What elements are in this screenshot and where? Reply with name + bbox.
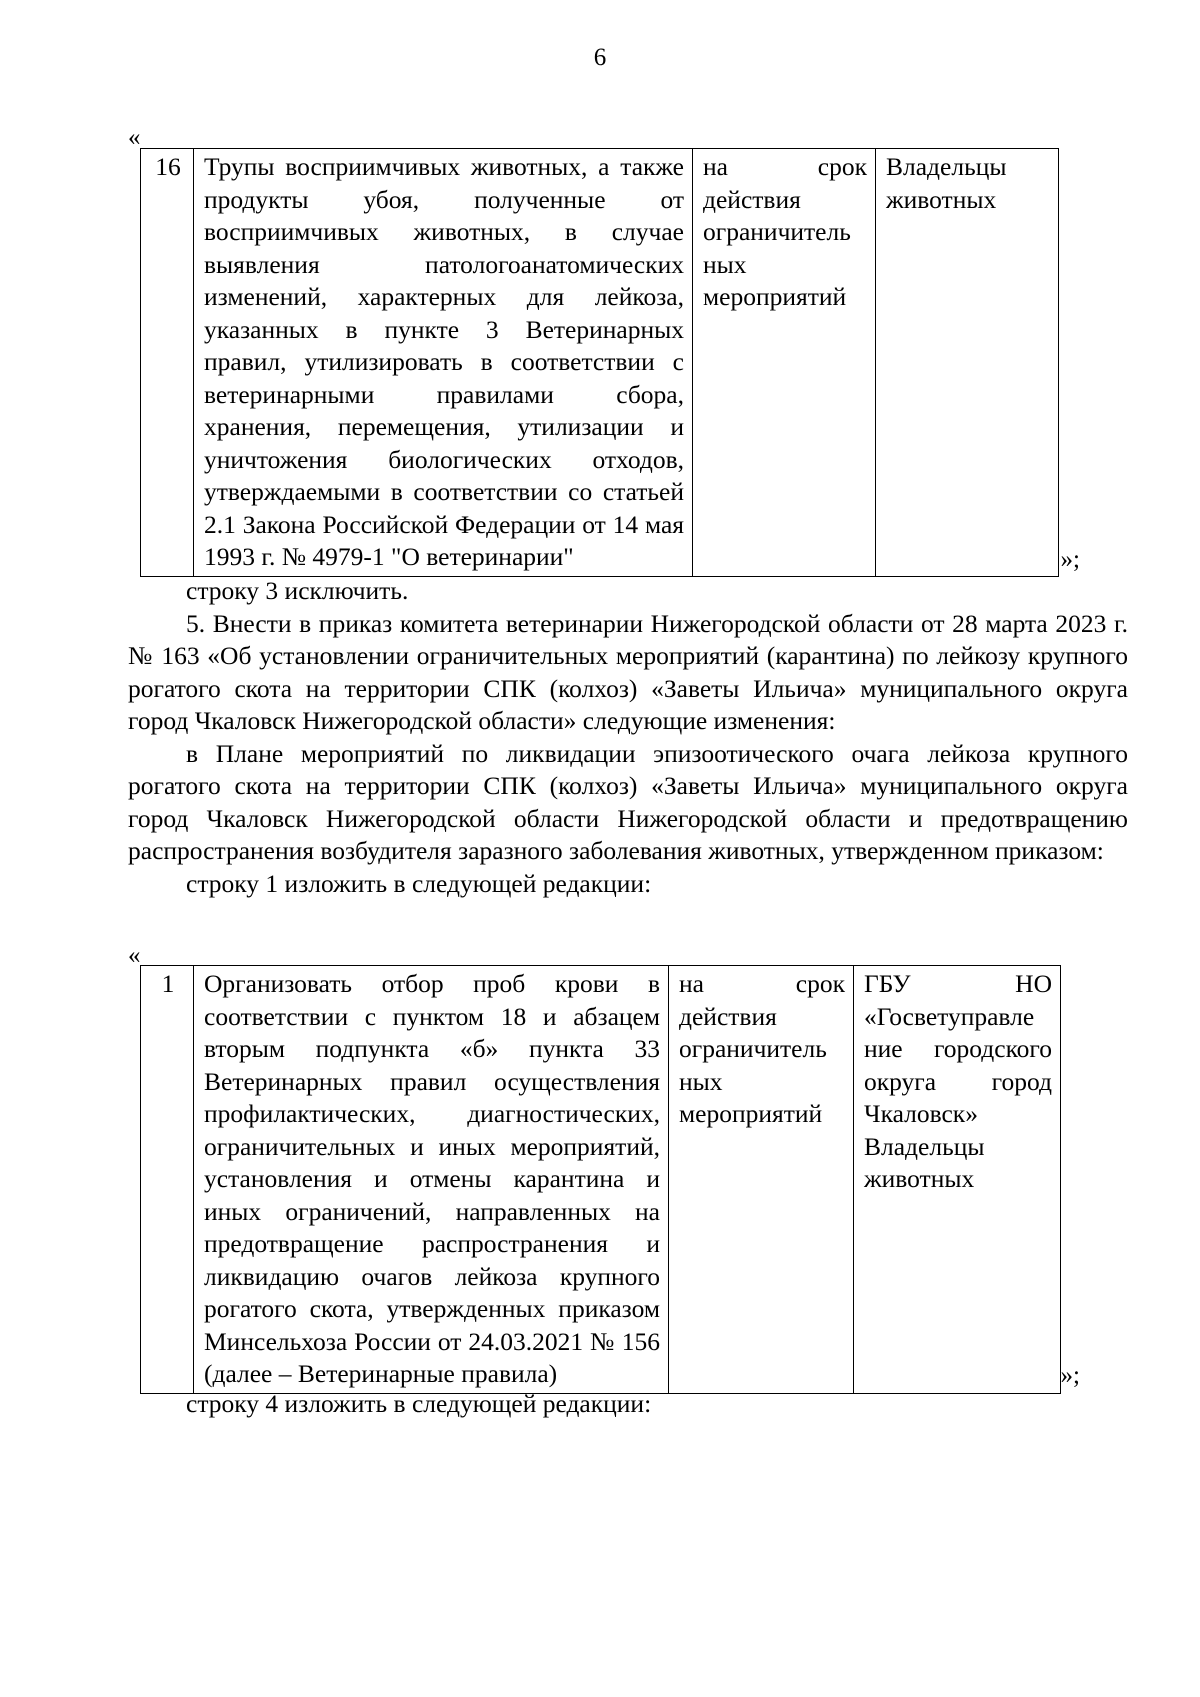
- term-rest: действия ограничитель ных мероприятий: [703, 184, 851, 311]
- term-rest: действия ограничитель ных мероприятий: [679, 1001, 827, 1128]
- quote-open-1: «: [128, 124, 141, 151]
- para-row4: строку 4 изложить в следующей редакции:: [186, 1389, 652, 1418]
- amendment-table-2: [140, 965, 1061, 1394]
- row-description: Трупы восприимчивых животных, а также продукты убоя, полученные от восприимчивых животных, в случае выявления патологоанатомических изменений, характерных для лейкоза, указанных в пункте 3 Ветеринарных правил, утилизировать в соответствии с ветеринарными правилами сбора, хранения, перемещения, утилизации и уничтожения биологических отходов, утверждаемыми в соответствии со статьей 2.1 Закона Российской Федерации от 14 мая 1993 г. № 4979-1 "О ветеринарии": [194, 149, 693, 577]
- term-word-b: срок: [817, 152, 867, 181]
- row-responsible: Владельцы животных: [876, 149, 1059, 577]
- table-row: [141, 149, 1059, 577]
- para-plan: в Плане мероприятий по ликвидации эпизоотического очага лейкоза крупного рогатого скота на территории СПК (колхоз) «Заветы Ильича» муниципального округа город Чкаловск Нижегородской области Нижегородской области и предотвращению распространения возбудителя заразного заболевания животных, утвержденном приказом:: [128, 738, 1128, 865]
- term-word-a: на: [703, 152, 728, 181]
- para-row1: строку 1 изложить в следующей редакции:: [186, 868, 652, 898]
- row-responsible: [854, 966, 1061, 1394]
- body-text-1: [128, 575, 1128, 900]
- quote-close-2: »;: [1060, 1362, 1080, 1389]
- resp-word-b: НО: [1015, 969, 1052, 998]
- quote-open-2: «: [128, 942, 141, 969]
- resp-word-a: ГБУ: [864, 969, 911, 998]
- row-number: 16: [141, 149, 194, 577]
- quote-close-1: »;: [1060, 546, 1080, 573]
- para-exclude: строку 3 исключить.: [186, 576, 409, 605]
- resp-rest: «Госветуправле ние городского округа город Чкаловск» Владельцы животных: [864, 1001, 1052, 1193]
- row-description: Организовать отбор проб крови в соответствии с пунктом 18 и абзацем вторым подпункта «б» пункта 33 Ветеринарных правил осуществления профилактических, диагностических, ограничительных и иных мероприятий, установления и отмены карантина и иных ограничений, направленных на предотвращение распространения и ликвидацию очагов лейкоза крупного рогатого скота, утвержденных приказом Минсельхоза России от 24.03.2021 № 156 (далее – Ветеринарные правила): [194, 966, 669, 1394]
- table-row: [141, 966, 1061, 1394]
- row-number: 1: [141, 966, 194, 1394]
- row-term: [669, 966, 854, 1394]
- page-number: 6: [593, 44, 607, 71]
- para-5: 5. Внести в приказ комитета ветеринарии Нижегородской области от 28 марта 2023 г. № 163 «Об установлении ограничительных мероприятий (карантина) по лейкозу крупного рогатого скота на территории СПК (колхоз) «Заветы Ильича» муниципального округа город Чкаловск Нижегородской области» следующие изменения:: [128, 608, 1128, 735]
- body-text-2: [128, 1388, 1128, 1421]
- term-word-a: на: [679, 969, 704, 998]
- term-word-b: срок: [795, 969, 845, 998]
- amendment-table-1: [140, 148, 1059, 577]
- row-term: [693, 149, 876, 577]
